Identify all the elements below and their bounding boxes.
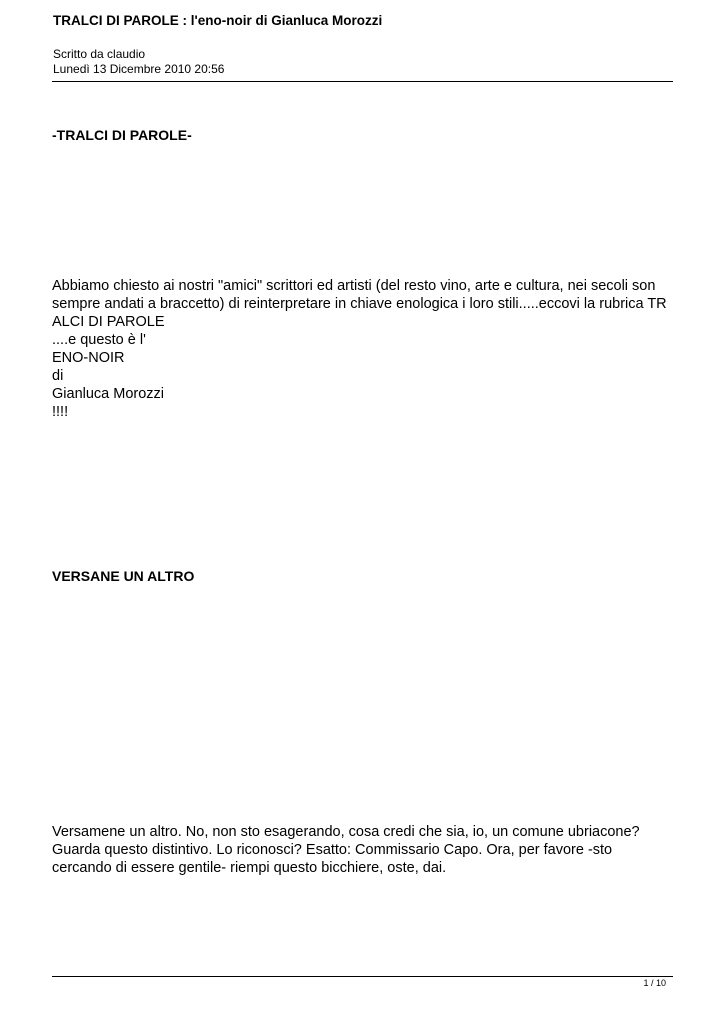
header-divider (52, 81, 673, 82)
intro-line: ....e questo è l' (52, 332, 146, 348)
intro-line: Gianluca Morozzi (52, 386, 165, 402)
intro-line: sempre andati a braccetto) di reinterpretare in chiave enologica i loro stili.....eccovi la rubrica TR (52, 296, 667, 312)
intro-line: di (52, 368, 64, 384)
page-title: TRALCI DI PAROLE : l'eno-noir di Gianluca Morozzi (53, 13, 383, 28)
story-line: Versamene un altro. No, non sto esagerando, cosa credi che sia, io, un comune ubriacone? (52, 824, 640, 840)
intro-line: ENO-NOIR (52, 350, 125, 366)
author-line: Scritto da claudio (53, 47, 146, 61)
intro-line: ALCI DI PAROLE (52, 314, 165, 330)
section-heading-tralci: -TRALCI DI PAROLE- (52, 127, 192, 143)
footer-divider (52, 976, 673, 977)
date-line: Lunedì 13 Dicembre 2010 20:56 (53, 62, 225, 76)
story-line: cercando di essere gentile- riempi questo bicchiere, oste, dai. (52, 860, 447, 876)
story-paragraph (52, 823, 677, 877)
intro-paragraph (52, 277, 677, 421)
intro-line: !!!! (52, 404, 69, 420)
section-heading-versane: VERSANE UN ALTRO (52, 568, 195, 584)
page-number: 1 / 10 (643, 978, 666, 988)
story-line: Guarda questo distintivo. Lo riconosci? Esatto: Commissario Capo. Ora, per favore -sto (52, 842, 613, 858)
intro-line: Abbiamo chiesto ai nostri "amici" scrittori ed artisti (del resto vino, arte e cultura, nei secoli son (52, 278, 656, 294)
